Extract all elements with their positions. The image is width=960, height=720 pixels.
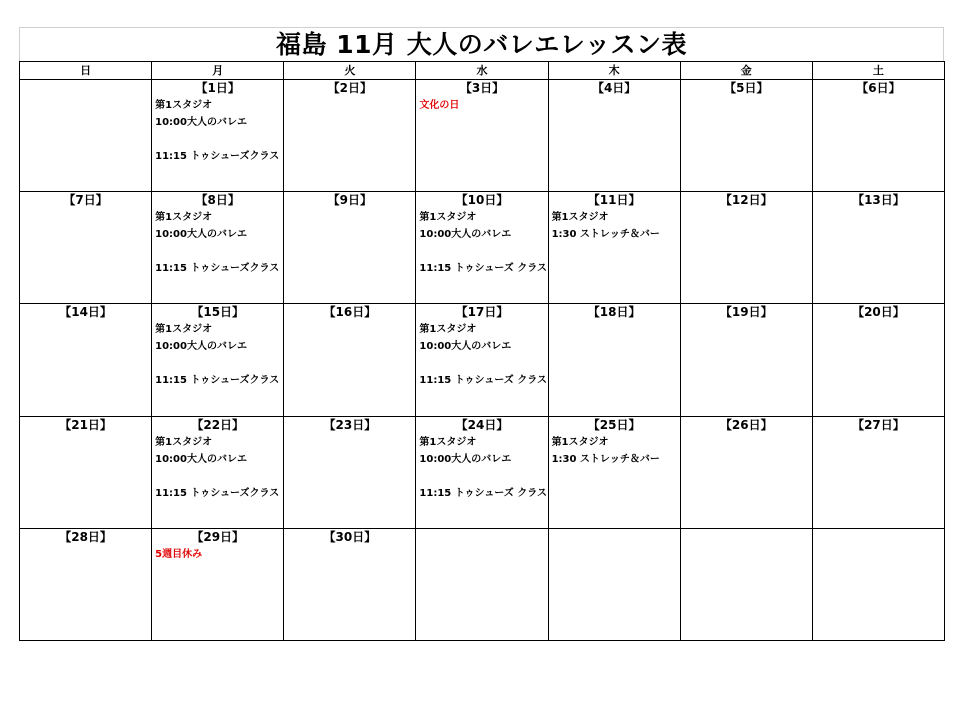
day-cell bbox=[20, 528, 152, 640]
day-number: 【14日】 bbox=[59, 305, 112, 320]
schedule-line: 10:00大人のバレエ bbox=[419, 341, 512, 353]
schedule-line: 第1スタジオ bbox=[155, 212, 213, 224]
weekday-header: 火 bbox=[284, 62, 416, 80]
day-cell bbox=[284, 192, 416, 304]
day-number bbox=[813, 529, 944, 546]
day-number: 【13日】 bbox=[852, 193, 905, 208]
week-row bbox=[20, 416, 945, 528]
schedule-line: 第1スタジオ bbox=[551, 212, 609, 224]
day-cell bbox=[416, 416, 548, 528]
weekday-header: 土 bbox=[812, 62, 944, 80]
week-row bbox=[20, 528, 945, 640]
day-number: 【11日】 bbox=[587, 193, 641, 208]
day-cell bbox=[284, 416, 416, 528]
day-number: 【30日】 bbox=[323, 529, 377, 544]
weekday-header: 金 bbox=[680, 62, 812, 80]
schedule-line bbox=[416, 468, 547, 485]
schedule-line: 10:00大人のバレエ bbox=[155, 341, 247, 353]
schedule-line: 1:30 ストレッチ＆バー bbox=[551, 229, 660, 241]
day-cell bbox=[152, 416, 284, 528]
day-number: 【23日】 bbox=[323, 417, 377, 432]
day-cell bbox=[812, 80, 944, 192]
schedule-line: 10:00大人のバレエ bbox=[155, 453, 247, 465]
schedule-line: 11:15 トゥシューズクラス bbox=[155, 487, 280, 499]
schedule-line: 第1スタジオ bbox=[419, 212, 477, 224]
schedule-line: 第1スタジオ bbox=[551, 436, 609, 448]
day-cell bbox=[284, 304, 416, 416]
schedule-line: 11:15 トゥシューズ クラス bbox=[419, 263, 547, 275]
day-cell bbox=[284, 80, 416, 192]
schedule-line: 10:00大人のバレエ bbox=[155, 117, 247, 128]
day-number: 【22日】 bbox=[191, 417, 245, 432]
schedule-line: 第1スタジオ bbox=[155, 100, 213, 111]
day-cell bbox=[416, 528, 548, 640]
day-cell bbox=[548, 416, 680, 528]
day-number: 【27日】 bbox=[852, 417, 905, 432]
schedule-line: 11:15 トゥシューズ クラス bbox=[419, 487, 547, 499]
schedule-line: 11:15 トゥシューズクラス bbox=[155, 151, 280, 162]
day-cell bbox=[548, 192, 680, 304]
day-number: 【9日】 bbox=[327, 193, 373, 208]
day-number: 【29日】 bbox=[191, 529, 245, 544]
week-row bbox=[20, 80, 945, 192]
schedule-line: 11:15 トゥシューズクラス bbox=[155, 263, 280, 275]
schedule-line: 11:15 トゥシューズクラス bbox=[155, 375, 280, 387]
day-number: 【19日】 bbox=[719, 305, 773, 320]
day-number: 【6日】 bbox=[856, 81, 901, 95]
day-cell bbox=[548, 80, 680, 192]
day-number: 【16日】 bbox=[323, 305, 377, 320]
day-cell bbox=[416, 80, 548, 192]
day-number: 【7日】 bbox=[63, 193, 108, 208]
day-cell bbox=[20, 192, 152, 304]
schedule-line bbox=[152, 243, 283, 260]
weekday-header: 水 bbox=[416, 62, 548, 80]
schedule-line: 10:00大人のバレエ bbox=[155, 229, 247, 241]
day-cell bbox=[548, 528, 680, 640]
note-text: 5週目休み bbox=[155, 548, 203, 560]
schedule-line bbox=[416, 243, 547, 260]
schedule-line: 第1スタジオ bbox=[155, 324, 213, 336]
day-number: 【10日】 bbox=[455, 193, 509, 208]
title-box bbox=[19, 27, 944, 61]
page-title: 福島 11月 大人のバレエレッスン表 bbox=[276, 30, 687, 59]
day-cell bbox=[416, 304, 548, 416]
day-number: 【15日】 bbox=[191, 305, 245, 320]
day-cell bbox=[548, 304, 680, 416]
week-row bbox=[20, 192, 945, 304]
schedule-line bbox=[152, 468, 283, 485]
schedule-line: 10:00大人のバレエ bbox=[419, 229, 512, 241]
day-number: 【1日】 bbox=[195, 81, 240, 95]
day-cell bbox=[20, 416, 152, 528]
day-cell bbox=[680, 192, 812, 304]
schedule-line: 第1スタジオ bbox=[155, 436, 213, 448]
day-number: 【25日】 bbox=[587, 417, 641, 432]
day-number bbox=[549, 529, 680, 546]
schedule-line bbox=[152, 355, 283, 372]
day-cell bbox=[152, 528, 284, 640]
schedule-line: 第1スタジオ bbox=[419, 324, 477, 336]
schedule-line: 1:30 ストレッチ＆バー bbox=[551, 453, 660, 465]
day-number: 【12日】 bbox=[719, 193, 773, 208]
day-number: 【5日】 bbox=[724, 81, 769, 95]
day-cell bbox=[20, 304, 152, 416]
day-number: 【21日】 bbox=[59, 417, 112, 432]
day-number: 【28日】 bbox=[59, 529, 112, 544]
day-number bbox=[416, 529, 547, 546]
day-cell bbox=[416, 192, 548, 304]
schedule-line: 第1スタジオ bbox=[419, 436, 477, 448]
day-cell bbox=[152, 80, 284, 192]
day-cell bbox=[812, 304, 944, 416]
schedule-line bbox=[152, 131, 283, 148]
day-number: 【3日】 bbox=[459, 81, 505, 95]
day-number bbox=[681, 529, 812, 546]
day-cell bbox=[680, 304, 812, 416]
calendar-table bbox=[19, 61, 945, 641]
day-cell bbox=[284, 528, 416, 640]
day-cell bbox=[680, 528, 812, 640]
day-cell bbox=[680, 80, 812, 192]
day-number: 【17日】 bbox=[455, 305, 509, 320]
day-cell bbox=[812, 416, 944, 528]
note-text: 文化の日 bbox=[419, 100, 460, 111]
day-number: 【26日】 bbox=[719, 417, 773, 432]
day-number: 【8日】 bbox=[195, 193, 240, 208]
day-cell bbox=[680, 416, 812, 528]
schedule-line: 11:15 トゥシューズ クラス bbox=[419, 375, 547, 387]
day-cell bbox=[152, 304, 284, 416]
day-number: 【4日】 bbox=[591, 81, 637, 95]
weekday-header: 木 bbox=[548, 62, 680, 80]
day-cell bbox=[20, 80, 152, 192]
day-number bbox=[20, 80, 151, 97]
calendar-body bbox=[20, 80, 945, 641]
schedule-line: 10:00大人のバレエ bbox=[419, 453, 512, 465]
weekday-header: 月 bbox=[152, 62, 284, 80]
day-number: 【2日】 bbox=[327, 81, 373, 95]
day-cell bbox=[812, 192, 944, 304]
day-number: 【24日】 bbox=[455, 417, 509, 432]
weekday-header: 日 bbox=[20, 62, 152, 80]
day-number: 【18日】 bbox=[587, 305, 641, 320]
day-cell bbox=[812, 528, 944, 640]
week-row bbox=[20, 304, 945, 416]
schedule-line bbox=[416, 355, 547, 372]
weekday-header-row bbox=[20, 62, 945, 80]
day-cell bbox=[152, 192, 284, 304]
day-number: 【20日】 bbox=[852, 305, 905, 320]
